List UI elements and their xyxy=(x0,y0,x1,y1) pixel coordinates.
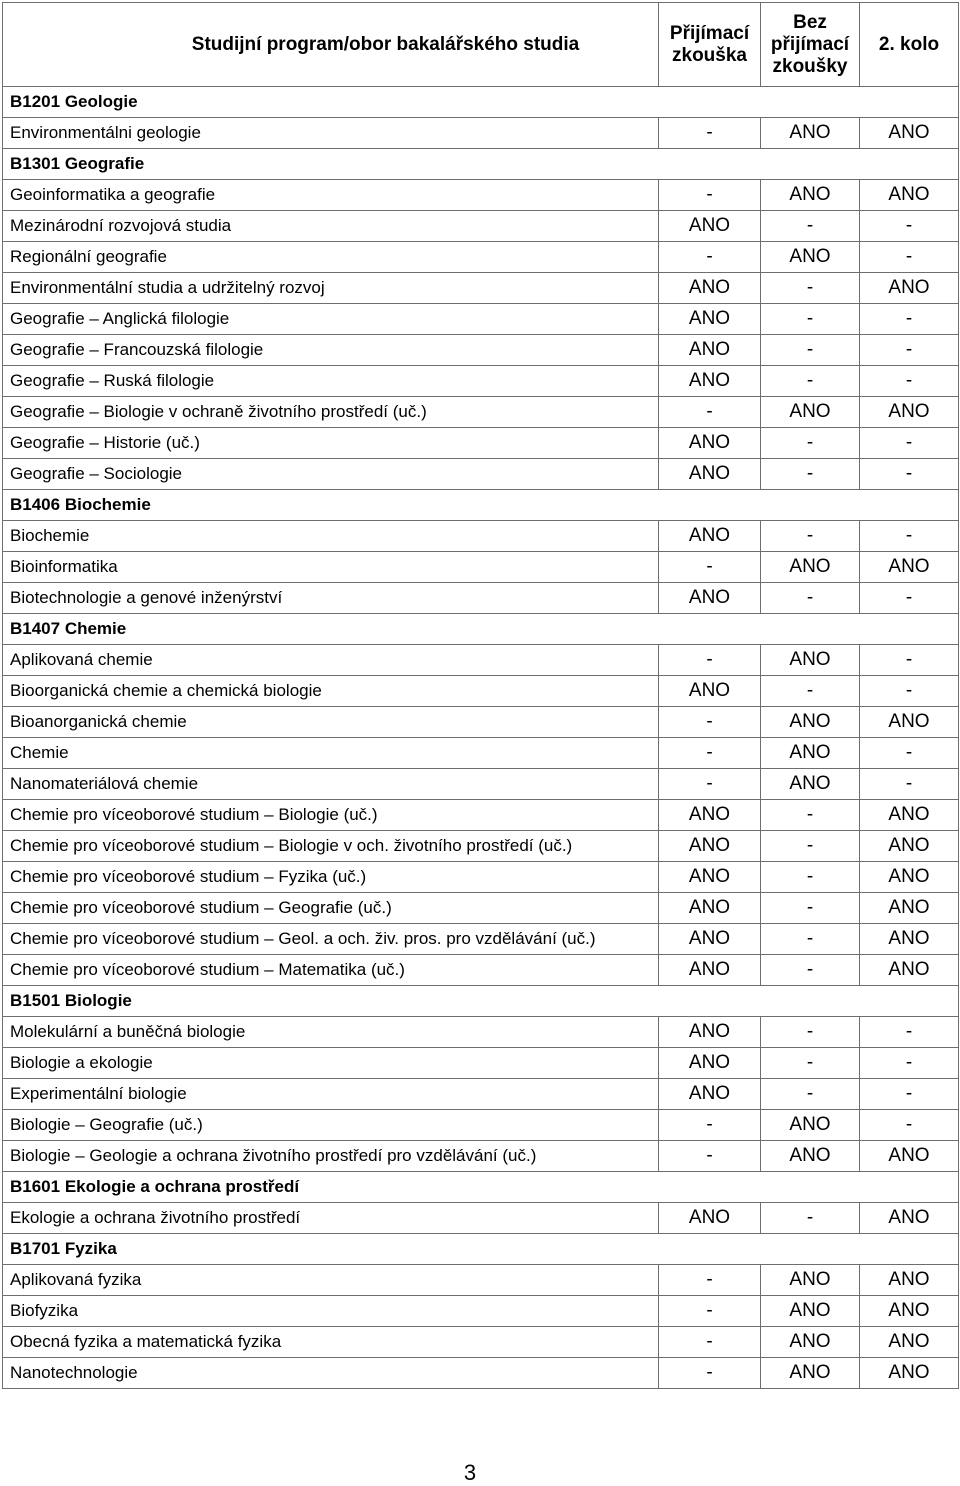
table-row xyxy=(3,428,959,459)
second-round-cell: - xyxy=(860,211,959,242)
group-row xyxy=(3,149,959,180)
second-round-cell: ANO xyxy=(860,118,959,149)
group-title: B1701 Fyzika xyxy=(3,1234,959,1265)
entrance-exam-cell: - xyxy=(659,738,761,769)
group-row xyxy=(3,614,959,645)
entrance-exam-cell: ANO xyxy=(659,1079,761,1110)
group-title: B1406 Biochemie xyxy=(3,490,959,521)
second-round-cell: ANO xyxy=(860,1203,959,1234)
table-row xyxy=(3,893,959,924)
second-round-cell: - xyxy=(860,521,959,552)
program-name: Geografie – Sociologie xyxy=(3,459,659,490)
program-name: Bioanorganická chemie xyxy=(3,707,659,738)
table-row xyxy=(3,335,959,366)
program-name: Biologie – Geografie (uč.) xyxy=(3,1110,659,1141)
without-exam-cell: - xyxy=(761,273,860,304)
table-row xyxy=(3,1141,959,1172)
entrance-exam-cell: ANO xyxy=(659,924,761,955)
without-exam-cell: - xyxy=(761,428,860,459)
table-row xyxy=(3,1358,959,1389)
table-row xyxy=(3,583,959,614)
entrance-exam-cell: - xyxy=(659,769,761,800)
header-entrance-exam: Přijímací zkouška xyxy=(659,3,761,87)
table-row xyxy=(3,645,959,676)
entrance-exam-cell: - xyxy=(659,1358,761,1389)
program-name: Chemie pro víceoborové studium – Geol. a och. živ. pros. pro vzdělávání (uč.) xyxy=(3,924,659,955)
header-without-exam: Bez přijímací zkoušky xyxy=(761,3,860,87)
program-name: Geografie – Ruská filologie xyxy=(3,366,659,397)
entrance-exam-cell: ANO xyxy=(659,1048,761,1079)
without-exam-cell: - xyxy=(761,924,860,955)
program-name: Molekulární a buněčná biologie xyxy=(3,1017,659,1048)
table-row xyxy=(3,242,959,273)
group-row xyxy=(3,986,959,1017)
second-round-cell: ANO xyxy=(860,924,959,955)
program-name: Environmentální studia a udržitelný rozvoj xyxy=(3,273,659,304)
second-round-cell: - xyxy=(860,645,959,676)
page-number: 3 xyxy=(463,1460,477,1485)
without-exam-cell: ANO xyxy=(761,769,860,800)
program-name: Chemie pro víceoborové studium – Biologie (uč.) xyxy=(3,800,659,831)
second-round-cell: - xyxy=(860,428,959,459)
without-exam-cell: - xyxy=(761,1017,860,1048)
second-round-cell: - xyxy=(860,242,959,273)
table-row xyxy=(3,738,959,769)
entrance-exam-cell: ANO xyxy=(659,955,761,986)
second-round-cell: ANO xyxy=(860,893,959,924)
entrance-exam-cell: - xyxy=(659,1265,761,1296)
entrance-exam-cell: - xyxy=(659,242,761,273)
group-title: B1201 Geologie xyxy=(3,87,959,118)
entrance-exam-cell: ANO xyxy=(659,335,761,366)
without-exam-cell: - xyxy=(761,955,860,986)
entrance-exam-cell: ANO xyxy=(659,428,761,459)
without-exam-cell: ANO xyxy=(761,1327,860,1358)
entrance-exam-cell: ANO xyxy=(659,459,761,490)
table-row xyxy=(3,459,959,490)
program-name: Chemie pro víceoborové studium – Biologie v och. životního prostředí (uč.) xyxy=(3,831,659,862)
without-exam-cell: ANO xyxy=(761,118,860,149)
program-name: Mezinárodní rozvojová studia xyxy=(3,211,659,242)
entrance-exam-cell: - xyxy=(659,707,761,738)
without-exam-cell: ANO xyxy=(761,242,860,273)
without-exam-cell: - xyxy=(761,304,860,335)
table-row xyxy=(3,924,959,955)
group-row xyxy=(3,1234,959,1265)
program-name: Geografie – Biologie v ochraně životního prostředí (uč.) xyxy=(3,397,659,428)
table-row xyxy=(3,676,959,707)
table-row xyxy=(3,521,959,552)
table-row xyxy=(3,862,959,893)
table-row xyxy=(3,1265,959,1296)
program-name: Biochemie xyxy=(3,521,659,552)
second-round-cell: ANO xyxy=(860,1358,959,1389)
table-row xyxy=(3,1110,959,1141)
second-round-cell: ANO xyxy=(860,831,959,862)
entrance-exam-cell: ANO xyxy=(659,831,761,862)
header-second-round: 2. kolo xyxy=(860,3,959,87)
without-exam-cell: - xyxy=(761,1203,860,1234)
table-row xyxy=(3,1296,959,1327)
header-program: Studijní program/obor bakalářského studia xyxy=(3,3,659,87)
second-round-cell: - xyxy=(860,583,959,614)
table-row xyxy=(3,1017,959,1048)
second-round-cell: ANO xyxy=(860,1296,959,1327)
second-round-cell: ANO xyxy=(860,273,959,304)
second-round-cell: - xyxy=(860,304,959,335)
without-exam-cell: ANO xyxy=(761,1141,860,1172)
table-row xyxy=(3,1327,959,1358)
without-exam-cell: - xyxy=(761,1079,860,1110)
program-name: Environmentálni geologie xyxy=(3,118,659,149)
second-round-cell: - xyxy=(860,676,959,707)
program-name: Obecná fyzika a matematická fyzika xyxy=(3,1327,659,1358)
group-title: B1501 Biologie xyxy=(3,986,959,1017)
table-row xyxy=(3,211,959,242)
second-round-cell: - xyxy=(860,459,959,490)
entrance-exam-cell: - xyxy=(659,552,761,583)
without-exam-cell: ANO xyxy=(761,1296,860,1327)
table-row xyxy=(3,955,959,986)
program-name: Biologie – Geologie a ochrana životního prostředí pro vzdělávání (uč.) xyxy=(3,1141,659,1172)
group-row xyxy=(3,87,959,118)
without-exam-cell: - xyxy=(761,335,860,366)
second-round-cell: - xyxy=(860,1079,959,1110)
table-row xyxy=(3,800,959,831)
without-exam-cell: - xyxy=(761,893,860,924)
second-round-cell: ANO xyxy=(860,180,959,211)
entrance-exam-cell: ANO xyxy=(659,366,761,397)
without-exam-cell: ANO xyxy=(761,1358,860,1389)
table-row xyxy=(3,552,959,583)
group-row xyxy=(3,1172,959,1203)
second-round-cell: ANO xyxy=(860,1265,959,1296)
program-name: Geografie – Anglická filologie xyxy=(3,304,659,335)
program-name: Geografie – Historie (uč.) xyxy=(3,428,659,459)
entrance-exam-cell: - xyxy=(659,1296,761,1327)
table-row xyxy=(3,1048,959,1079)
program-name: Regionální geografie xyxy=(3,242,659,273)
table-row xyxy=(3,707,959,738)
without-exam-cell: ANO xyxy=(761,1265,860,1296)
group-title: B1407 Chemie xyxy=(3,614,959,645)
table-row xyxy=(3,769,959,800)
entrance-exam-cell: - xyxy=(659,118,761,149)
without-exam-cell: - xyxy=(761,862,860,893)
program-name: Biologie a ekologie xyxy=(3,1048,659,1079)
program-name: Aplikovaná chemie xyxy=(3,645,659,676)
table-row xyxy=(3,1079,959,1110)
without-exam-cell: - xyxy=(761,676,860,707)
table-row xyxy=(3,180,959,211)
second-round-cell: - xyxy=(860,769,959,800)
entrance-exam-cell: - xyxy=(659,397,761,428)
table-row xyxy=(3,1203,959,1234)
program-name: Chemie pro víceoborové studium – Matematika (uč.) xyxy=(3,955,659,986)
program-name: Geografie – Francouzská filologie xyxy=(3,335,659,366)
programs-table xyxy=(2,2,959,1389)
entrance-exam-cell: - xyxy=(659,180,761,211)
second-round-cell: ANO xyxy=(860,1141,959,1172)
entrance-exam-cell: ANO xyxy=(659,521,761,552)
second-round-cell: - xyxy=(860,1017,959,1048)
program-name: Bioinformatika xyxy=(3,552,659,583)
without-exam-cell: - xyxy=(761,521,860,552)
entrance-exam-cell: ANO xyxy=(659,1203,761,1234)
entrance-exam-cell: ANO xyxy=(659,1017,761,1048)
program-name: Biofyzika xyxy=(3,1296,659,1327)
entrance-exam-cell: - xyxy=(659,645,761,676)
second-round-cell: ANO xyxy=(860,800,959,831)
second-round-cell: - xyxy=(860,366,959,397)
entrance-exam-cell: ANO xyxy=(659,273,761,304)
entrance-exam-cell: - xyxy=(659,1110,761,1141)
second-round-cell: - xyxy=(860,738,959,769)
second-round-cell: - xyxy=(860,1048,959,1079)
without-exam-cell: ANO xyxy=(761,645,860,676)
second-round-cell: ANO xyxy=(860,707,959,738)
second-round-cell: ANO xyxy=(860,1327,959,1358)
program-name: Geoinformatika a geografie xyxy=(3,180,659,211)
without-exam-cell: ANO xyxy=(761,738,860,769)
without-exam-cell: - xyxy=(761,366,860,397)
entrance-exam-cell: ANO xyxy=(659,676,761,707)
program-name: Chemie pro víceoborové studium – Fyzika (uč.) xyxy=(3,862,659,893)
without-exam-cell: ANO xyxy=(761,180,860,211)
program-name: Ekologie a ochrana životního prostředí xyxy=(3,1203,659,1234)
entrance-exam-cell: ANO xyxy=(659,304,761,335)
second-round-cell: ANO xyxy=(860,552,959,583)
without-exam-cell: - xyxy=(761,831,860,862)
program-name: Chemie pro víceoborové studium – Geografie (uč.) xyxy=(3,893,659,924)
without-exam-cell: - xyxy=(761,583,860,614)
entrance-exam-cell: ANO xyxy=(659,583,761,614)
table-row xyxy=(3,831,959,862)
program-name: Bioorganická chemie a chemická biologie xyxy=(3,676,659,707)
program-name: Experimentální biologie xyxy=(3,1079,659,1110)
without-exam-cell: - xyxy=(761,1048,860,1079)
table-row xyxy=(3,273,959,304)
program-name: Aplikovaná fyzika xyxy=(3,1265,659,1296)
entrance-exam-cell: ANO xyxy=(659,211,761,242)
group-title: B1301 Geografie xyxy=(3,149,959,180)
second-round-cell: - xyxy=(860,335,959,366)
program-name: Chemie xyxy=(3,738,659,769)
group-row xyxy=(3,490,959,521)
table-row xyxy=(3,118,959,149)
table-header-row xyxy=(3,3,959,87)
without-exam-cell: - xyxy=(761,800,860,831)
program-name: Nanomateriálová chemie xyxy=(3,769,659,800)
program-name: Nanotechnologie xyxy=(3,1358,659,1389)
without-exam-cell: ANO xyxy=(761,1110,860,1141)
entrance-exam-cell: - xyxy=(659,1141,761,1172)
entrance-exam-cell: ANO xyxy=(659,862,761,893)
without-exam-cell: - xyxy=(761,211,860,242)
table-row xyxy=(3,366,959,397)
without-exam-cell: ANO xyxy=(761,707,860,738)
second-round-cell: ANO xyxy=(860,397,959,428)
table-row xyxy=(3,304,959,335)
group-title: B1601 Ekologie a ochrana prostředí xyxy=(3,1172,959,1203)
second-round-cell: - xyxy=(860,1110,959,1141)
entrance-exam-cell: ANO xyxy=(659,893,761,924)
entrance-exam-cell: - xyxy=(659,1327,761,1358)
second-round-cell: ANO xyxy=(860,862,959,893)
program-name: Biotechnologie a genové inženýrství xyxy=(3,583,659,614)
entrance-exam-cell: ANO xyxy=(659,800,761,831)
table-row xyxy=(3,397,959,428)
second-round-cell: ANO xyxy=(860,955,959,986)
without-exam-cell: - xyxy=(761,459,860,490)
without-exam-cell: ANO xyxy=(761,397,860,428)
without-exam-cell: ANO xyxy=(761,552,860,583)
